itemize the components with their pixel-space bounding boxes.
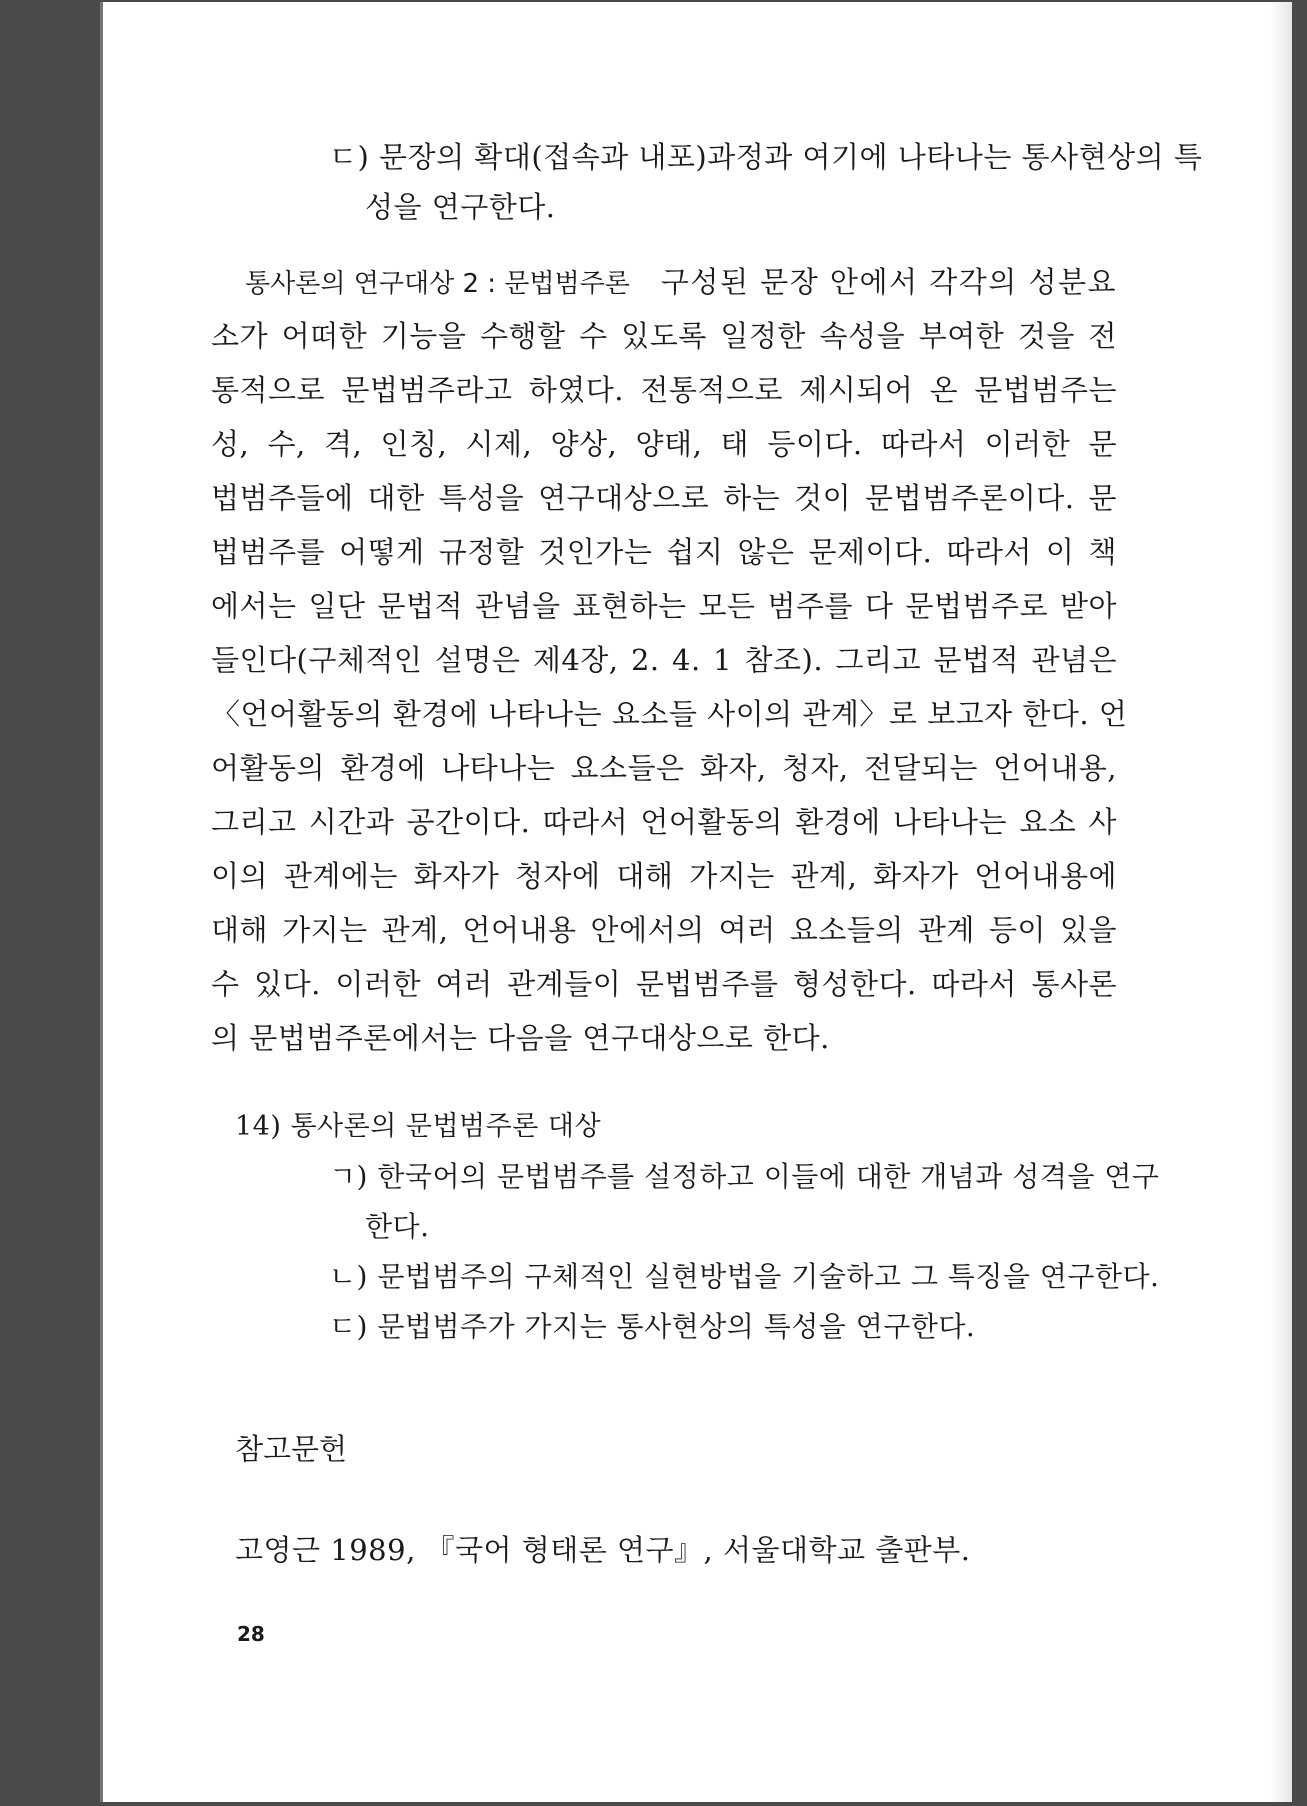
paragraph-line: 이의 관계에는 화자가 청자에 대해 가지는 관계, 화자가 언어내용에 xyxy=(211,859,1117,893)
paragraph-first-line xyxy=(245,260,1117,301)
paragraph-heading: 통사론의 연구대상 2 : 문법범주론 xyxy=(245,269,630,299)
paragraph-line-0: 구성된 문장 안에서 각각의 성분요 xyxy=(660,265,1117,299)
paragraph-last-line: 의 문법범주론에서는 다음을 연구대상으로 한다. xyxy=(211,1021,830,1055)
page-number: 28 xyxy=(237,1622,265,1646)
references-title: 참고문헌 xyxy=(235,1432,348,1466)
example-item-a-line-1: ㄱ) 한국어의 문법범주를 설정하고 이들에 대한 개념과 성격을 연구 xyxy=(329,1160,1160,1193)
document-page xyxy=(100,2,1292,1802)
paragraph-line: 어활동의 환경에 나타나는 요소들은 화자, 청자, 전달되는 언어내용, xyxy=(211,751,1117,785)
paragraph-line: 통적으로 문법범주라고 하였다. 전통적으로 제시되어 온 문법범주는 xyxy=(211,373,1117,407)
paragraph-line: 소가 어떠한 기능을 수행할 수 있도록 일정한 속성을 부여한 것을 전 xyxy=(211,319,1117,353)
paragraph-line: 에서는 일단 문법적 관념을 표현하는 모든 범주를 다 문법범주로 받아 xyxy=(211,589,1117,623)
reference-entry: 고영근 1989, 『국어 형태론 연구』, 서울대학교 출판부. xyxy=(235,1533,971,1567)
paragraph-line: 그리고 시간과 공간이다. 따라서 언어활동의 환경에 나타나는 요소 사 xyxy=(211,805,1117,839)
paragraph-line: 들인다(구체적인 설명은 제4장, 2. 4. 1 참조). 그리고 문법적 관념은 xyxy=(211,643,1117,677)
example-item-c: ㄷ) 문법범주가 가지는 통사현상의 특성을 연구한다. xyxy=(329,1310,976,1343)
paragraph-line: 성, 수, 격, 인칭, 시제, 양상, 양태, 태 등이다. 따라서 이러한 문 xyxy=(211,427,1117,461)
paragraph-line: 〈언어활동의 환경에 나타나는 요소들 사이의 관계〉로 보고자 한다. 언 xyxy=(211,697,1128,731)
example-title: 14) 통사론의 문법범주론 대상 xyxy=(235,1111,602,1142)
example-item-a-line-2: 한다. xyxy=(365,1210,430,1243)
list-item-c-line-1: ㄷ) 문장의 확대(접속과 내포)과정과 여기에 나타나는 통사현상의 특 xyxy=(329,140,1203,174)
paragraph-line: 수 있다. 이러한 여러 관계들이 문법범주를 형성한다. 따라서 통사론 xyxy=(211,967,1117,1001)
list-item-c-line-2: 성을 연구한다. xyxy=(365,190,556,224)
paragraph-line: 법범주들에 대한 특성을 연구대상으로 하는 것이 문법범주론이다. 문 xyxy=(211,481,1117,515)
page-edge-shadow xyxy=(1270,2,1292,1802)
paragraph-line: 법범주를 어떻게 규정할 것인가는 쉽지 않은 문제이다. 따라서 이 책 xyxy=(211,535,1117,569)
paragraph-line: 대해 가지는 관계, 언어내용 안에서의 여러 요소들의 관계 등이 있을 xyxy=(211,913,1117,947)
example-item-b: ㄴ) 문법범주의 구체적인 실현방법을 기술하고 그 특징을 연구한다. xyxy=(329,1260,1160,1293)
